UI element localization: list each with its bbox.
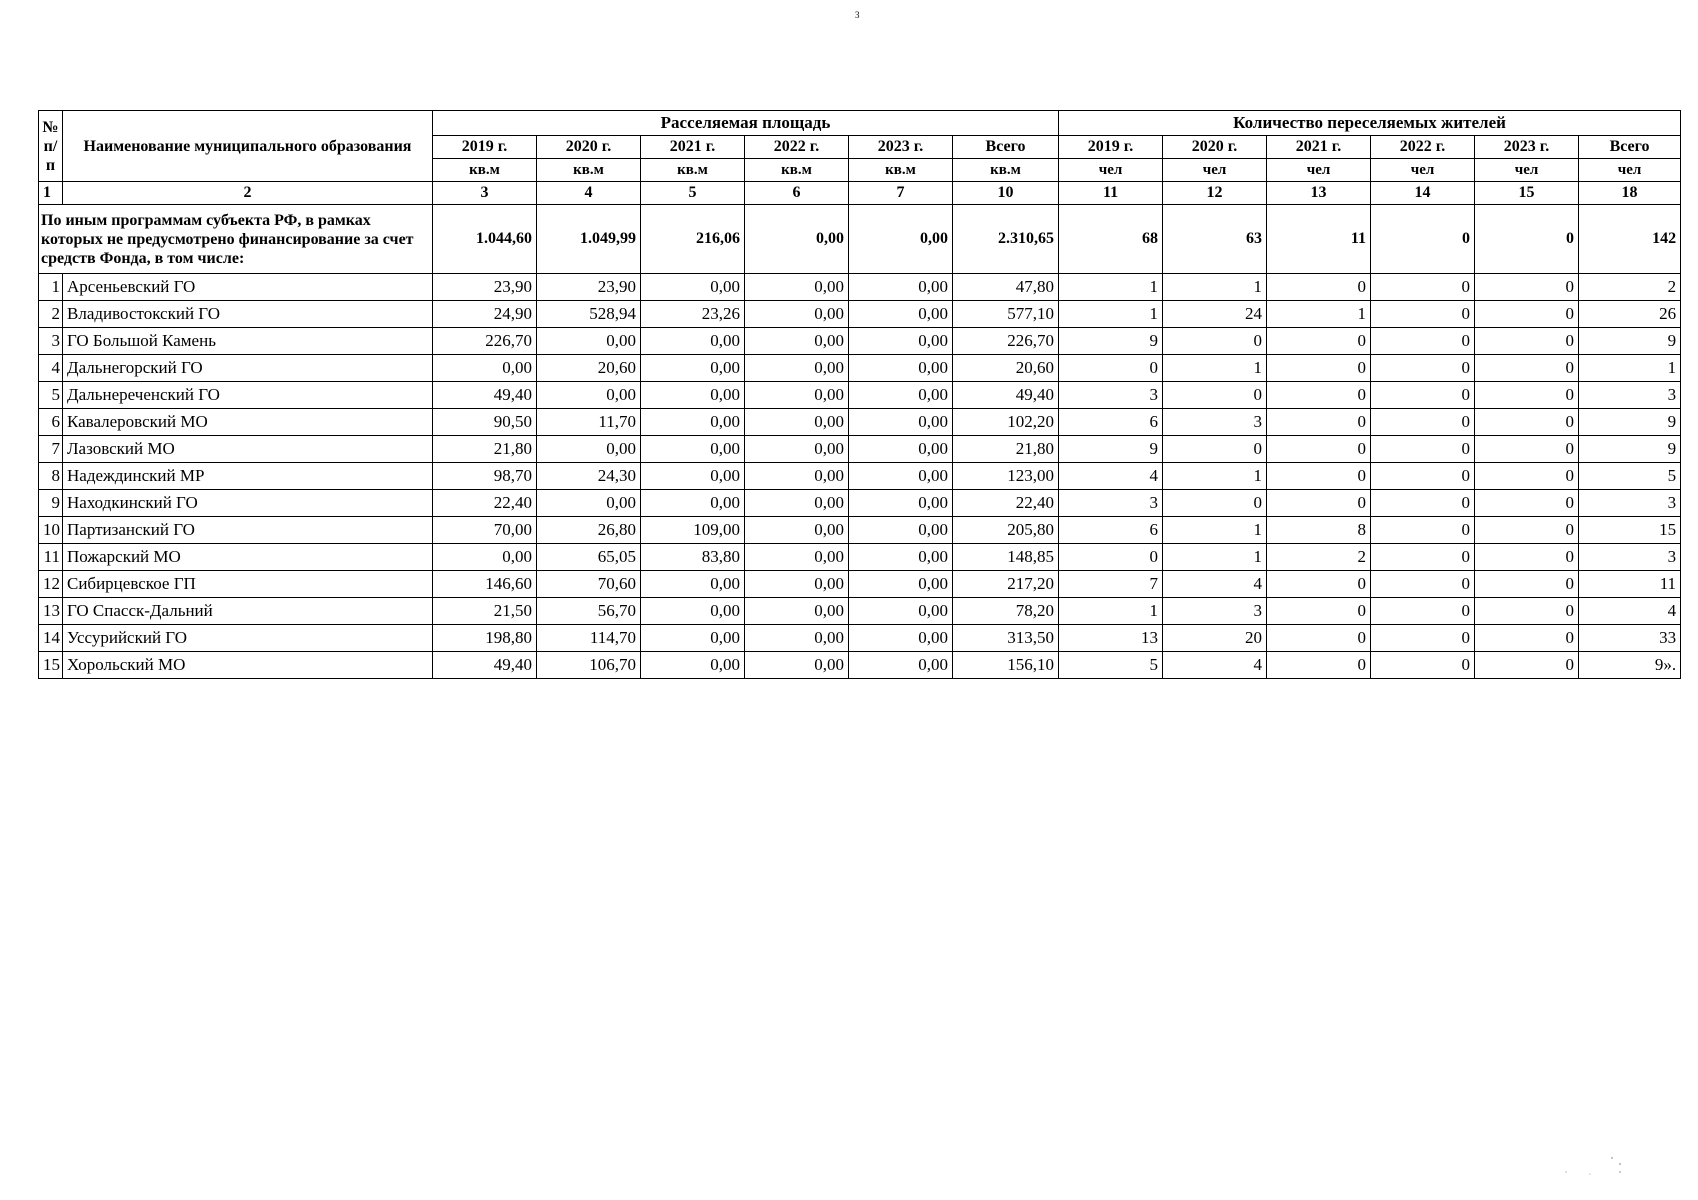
table-row bbox=[39, 625, 1681, 652]
people-value-cell: 3 bbox=[1579, 490, 1681, 517]
row-index: 8 bbox=[39, 463, 63, 490]
people-unit-header: чел bbox=[1163, 159, 1267, 182]
area-value-cell: 109,00 bbox=[641, 517, 745, 544]
row-index: 6 bbox=[39, 409, 63, 436]
people-value-cell: 0 bbox=[1475, 490, 1579, 517]
row-index: 3 bbox=[39, 328, 63, 355]
people-value-cell: 0 bbox=[1267, 598, 1371, 625]
area-value-cell: 90,50 bbox=[433, 409, 537, 436]
people-value-cell: 0 bbox=[1475, 544, 1579, 571]
area-value-cell: 98,70 bbox=[433, 463, 537, 490]
people-value-cell: 26 bbox=[1579, 301, 1681, 328]
area-unit-header: кв.м bbox=[641, 159, 745, 182]
people-value-cell: 0 bbox=[1475, 571, 1579, 598]
people-value-cell: 3 bbox=[1163, 598, 1267, 625]
area-value-cell: 21,50 bbox=[433, 598, 537, 625]
people-value-cell: 1 bbox=[1059, 274, 1163, 301]
people-value-cell: 0 bbox=[1371, 517, 1475, 544]
people-value-cell: 4 bbox=[1163, 652, 1267, 679]
row-index: 2 bbox=[39, 301, 63, 328]
area-value-cell: 23,26 bbox=[641, 301, 745, 328]
area-value-cell: 0,00 bbox=[849, 544, 953, 571]
summary-value: 0 bbox=[1475, 205, 1579, 274]
people-value-cell: 2 bbox=[1267, 544, 1371, 571]
area-year-header: 2023 г. bbox=[849, 136, 953, 159]
area-value-cell: 0,00 bbox=[641, 355, 745, 382]
column-number-label: 14 bbox=[1371, 182, 1475, 205]
table-row bbox=[39, 517, 1681, 544]
table-row bbox=[39, 544, 1681, 571]
area-value-cell: 0,00 bbox=[641, 463, 745, 490]
people-value-cell: 0 bbox=[1475, 436, 1579, 463]
people-value-cell: 8 bbox=[1267, 517, 1371, 544]
people-year-header: Всего bbox=[1579, 136, 1681, 159]
row-index: 5 bbox=[39, 382, 63, 409]
people-value-cell: 0 bbox=[1475, 355, 1579, 382]
summary-value: 0,00 bbox=[849, 205, 953, 274]
people-value-cell: 0 bbox=[1475, 463, 1579, 490]
area-value-cell: 0,00 bbox=[745, 436, 849, 463]
people-value-cell: 0 bbox=[1267, 436, 1371, 463]
people-value-cell: 1 bbox=[1059, 598, 1163, 625]
area-value-cell: 0,00 bbox=[745, 274, 849, 301]
area-value-cell: 0,00 bbox=[849, 355, 953, 382]
people-value-cell: 4 bbox=[1163, 571, 1267, 598]
area-value-cell: 24,90 bbox=[433, 301, 537, 328]
people-value-cell: 0 bbox=[1475, 328, 1579, 355]
people-value-cell: 3 bbox=[1059, 382, 1163, 409]
area-value-cell: 156,10 bbox=[953, 652, 1059, 679]
area-value-cell: 65,05 bbox=[537, 544, 641, 571]
area-value-cell: 0,00 bbox=[641, 328, 745, 355]
people-value-cell: 20 bbox=[1163, 625, 1267, 652]
people-year-header: 2019 г. bbox=[1059, 136, 1163, 159]
column-number-label: 2 bbox=[63, 182, 433, 205]
area-value-cell: 24,30 bbox=[537, 463, 641, 490]
people-value-cell: 9 bbox=[1059, 328, 1163, 355]
people-value-cell: 5 bbox=[1579, 463, 1681, 490]
area-value-cell: 0,00 bbox=[745, 571, 849, 598]
area-value-cell: 0,00 bbox=[745, 301, 849, 328]
area-value-cell: 0,00 bbox=[641, 652, 745, 679]
people-value-cell: 0 bbox=[1475, 409, 1579, 436]
area-value-cell: 0,00 bbox=[849, 436, 953, 463]
people-unit-header: чел bbox=[1059, 159, 1163, 182]
area-value-cell: 146,60 bbox=[433, 571, 537, 598]
people-value-cell: 0 bbox=[1267, 463, 1371, 490]
people-value-cell: 0 bbox=[1371, 382, 1475, 409]
area-value-cell: 0,00 bbox=[745, 328, 849, 355]
people-value-cell: 4 bbox=[1579, 598, 1681, 625]
table-row bbox=[39, 274, 1681, 301]
area-value-cell: 0,00 bbox=[745, 625, 849, 652]
area-value-cell: 0,00 bbox=[537, 382, 641, 409]
column-number-header: № п/п bbox=[39, 111, 63, 182]
area-value-cell: 0,00 bbox=[641, 571, 745, 598]
area-value-cell: 0,00 bbox=[745, 463, 849, 490]
area-year-header: 2019 г. bbox=[433, 136, 537, 159]
summary-value: 0,00 bbox=[745, 205, 849, 274]
area-value-cell: 0,00 bbox=[641, 409, 745, 436]
people-value-cell: 0 bbox=[1267, 328, 1371, 355]
area-value-cell: 0,00 bbox=[849, 382, 953, 409]
municipality-name: Арсеньевский ГО bbox=[63, 274, 433, 301]
municipality-name: Хорольский МО bbox=[63, 652, 433, 679]
people-value-cell: 0 bbox=[1371, 355, 1475, 382]
people-value-cell: 33 bbox=[1579, 625, 1681, 652]
area-value-cell: 0,00 bbox=[849, 517, 953, 544]
summary-value: 11 bbox=[1267, 205, 1371, 274]
people-value-cell: 0 bbox=[1059, 355, 1163, 382]
people-value-cell: 0 bbox=[1267, 652, 1371, 679]
people-value-cell: 1 bbox=[1163, 355, 1267, 382]
people-value-cell: 0 bbox=[1059, 544, 1163, 571]
table-row bbox=[39, 571, 1681, 598]
area-value-cell: 56,70 bbox=[537, 598, 641, 625]
column-number-label: 7 bbox=[849, 182, 953, 205]
people-value-cell: 3 bbox=[1579, 544, 1681, 571]
people-value-cell: 0 bbox=[1267, 625, 1371, 652]
area-value-cell: 577,10 bbox=[953, 301, 1059, 328]
people-value-cell: 0 bbox=[1371, 301, 1475, 328]
people-value-cell: 9 bbox=[1579, 328, 1681, 355]
municipality-name: ГО Спасск-Дальний bbox=[63, 598, 433, 625]
column-number-label: 5 bbox=[641, 182, 745, 205]
people-value-cell: 3 bbox=[1059, 490, 1163, 517]
area-year-header: 2020 г. bbox=[537, 136, 641, 159]
people-value-cell: 0 bbox=[1371, 436, 1475, 463]
resettlement-table bbox=[38, 110, 1681, 679]
area-value-cell: 0,00 bbox=[849, 328, 953, 355]
area-value-cell: 0,00 bbox=[745, 544, 849, 571]
column-name-header: Наименование муниципального образования bbox=[63, 111, 433, 182]
table-row bbox=[39, 382, 1681, 409]
area-unit-header: кв.м bbox=[849, 159, 953, 182]
area-value-cell: 70,00 bbox=[433, 517, 537, 544]
area-group-header: Расселяемая площадь bbox=[433, 111, 1059, 136]
area-value-cell: 78,20 bbox=[953, 598, 1059, 625]
people-value-cell: 0 bbox=[1267, 409, 1371, 436]
people-value-cell: 9 bbox=[1579, 436, 1681, 463]
people-value-cell: 0 bbox=[1475, 652, 1579, 679]
people-value-cell: 11 bbox=[1579, 571, 1681, 598]
table-row bbox=[39, 490, 1681, 517]
municipality-name: Лазовский МО bbox=[63, 436, 433, 463]
area-unit-header: кв.м bbox=[537, 159, 641, 182]
people-value-cell: 3 bbox=[1163, 409, 1267, 436]
people-value-cell: 0 bbox=[1267, 490, 1371, 517]
people-value-cell: 1 bbox=[1059, 301, 1163, 328]
row-index: 11 bbox=[39, 544, 63, 571]
area-value-cell: 0,00 bbox=[745, 598, 849, 625]
scan-artifact-dots bbox=[1560, 1150, 1640, 1180]
municipality-name: Надеждинский МР bbox=[63, 463, 433, 490]
area-value-cell: 70,60 bbox=[537, 571, 641, 598]
area-value-cell: 0,00 bbox=[745, 490, 849, 517]
column-number-label: 13 bbox=[1267, 182, 1371, 205]
people-value-cell: 0 bbox=[1475, 625, 1579, 652]
row-index: 15 bbox=[39, 652, 63, 679]
area-value-cell: 49,40 bbox=[433, 652, 537, 679]
table-row bbox=[39, 301, 1681, 328]
area-value-cell: 205,80 bbox=[953, 517, 1059, 544]
table-row bbox=[39, 463, 1681, 490]
area-value-cell: 20,60 bbox=[537, 355, 641, 382]
people-value-cell: 0 bbox=[1475, 274, 1579, 301]
area-value-cell: 0,00 bbox=[433, 355, 537, 382]
row-index: 7 bbox=[39, 436, 63, 463]
people-value-cell: 0 bbox=[1475, 382, 1579, 409]
column-number-label: 6 bbox=[745, 182, 849, 205]
area-value-cell: 0,00 bbox=[537, 490, 641, 517]
area-unit-header: кв.м bbox=[953, 159, 1059, 182]
table-row bbox=[39, 328, 1681, 355]
row-index: 9 bbox=[39, 490, 63, 517]
summary-value: 0 bbox=[1371, 205, 1475, 274]
municipality-name: Пожарский МО bbox=[63, 544, 433, 571]
area-value-cell: 0,00 bbox=[641, 625, 745, 652]
area-value-cell: 0,00 bbox=[641, 490, 745, 517]
area-value-cell: 123,00 bbox=[953, 463, 1059, 490]
area-value-cell: 0,00 bbox=[745, 517, 849, 544]
area-value-cell: 0,00 bbox=[849, 274, 953, 301]
people-value-cell: 5 bbox=[1059, 652, 1163, 679]
people-value-cell: 0 bbox=[1267, 571, 1371, 598]
people-value-cell: 0 bbox=[1475, 517, 1579, 544]
people-value-cell: 7 bbox=[1059, 571, 1163, 598]
people-value-cell: 0 bbox=[1371, 409, 1475, 436]
column-number-label: 11 bbox=[1059, 182, 1163, 205]
people-value-cell: 0 bbox=[1371, 274, 1475, 301]
people-year-header: 2020 г. bbox=[1163, 136, 1267, 159]
people-value-cell: 0 bbox=[1163, 490, 1267, 517]
people-year-header: 2023 г. bbox=[1475, 136, 1579, 159]
row-index: 10 bbox=[39, 517, 63, 544]
area-unit-header: кв.м bbox=[745, 159, 849, 182]
area-value-cell: 0,00 bbox=[745, 382, 849, 409]
area-value-cell: 528,94 bbox=[537, 301, 641, 328]
summary-value: 68 bbox=[1059, 205, 1163, 274]
people-value-cell: 0 bbox=[1163, 382, 1267, 409]
people-value-cell: 0 bbox=[1267, 274, 1371, 301]
table-body bbox=[39, 205, 1681, 679]
column-number-label: 4 bbox=[537, 182, 641, 205]
people-value-cell: 15 bbox=[1579, 517, 1681, 544]
area-value-cell: 0,00 bbox=[849, 625, 953, 652]
people-value-cell: 6 bbox=[1059, 409, 1163, 436]
area-year-header: Всего bbox=[953, 136, 1059, 159]
row-index: 1 bbox=[39, 274, 63, 301]
people-value-cell: 0 bbox=[1267, 355, 1371, 382]
people-value-cell: 1 bbox=[1163, 544, 1267, 571]
people-value-cell: 0 bbox=[1371, 571, 1475, 598]
column-number-label: 1 bbox=[39, 182, 63, 205]
table-row bbox=[39, 436, 1681, 463]
area-value-cell: 83,80 bbox=[641, 544, 745, 571]
people-year-header: 2021 г. bbox=[1267, 136, 1371, 159]
area-value-cell: 0,00 bbox=[641, 598, 745, 625]
area-value-cell: 26,80 bbox=[537, 517, 641, 544]
area-value-cell: 0,00 bbox=[745, 652, 849, 679]
row-index: 13 bbox=[39, 598, 63, 625]
column-number-label: 15 bbox=[1475, 182, 1579, 205]
area-value-cell: 217,20 bbox=[953, 571, 1059, 598]
area-value-cell: 106,70 bbox=[537, 652, 641, 679]
municipality-name: Владивостокский ГО bbox=[63, 301, 433, 328]
area-value-cell: 0,00 bbox=[641, 436, 745, 463]
people-value-cell: 9 bbox=[1059, 436, 1163, 463]
people-value-cell: 9». bbox=[1579, 652, 1681, 679]
people-value-cell: 1 bbox=[1163, 463, 1267, 490]
municipality-name: Сибирцевское ГП bbox=[63, 571, 433, 598]
column-number-label: 18 bbox=[1579, 182, 1681, 205]
people-unit-header: чел bbox=[1475, 159, 1579, 182]
area-value-cell: 21,80 bbox=[953, 436, 1059, 463]
people-value-cell: 0 bbox=[1371, 652, 1475, 679]
area-value-cell: 22,40 bbox=[433, 490, 537, 517]
people-value-cell: 0 bbox=[1371, 625, 1475, 652]
area-value-cell: 20,60 bbox=[953, 355, 1059, 382]
people-value-cell: 0 bbox=[1371, 490, 1475, 517]
summary-value: 63 bbox=[1163, 205, 1267, 274]
people-unit-header: чел bbox=[1371, 159, 1475, 182]
area-value-cell: 114,70 bbox=[537, 625, 641, 652]
area-value-cell: 148,85 bbox=[953, 544, 1059, 571]
area-value-cell: 0,00 bbox=[433, 544, 537, 571]
table-row bbox=[39, 355, 1681, 382]
people-value-cell: 1 bbox=[1163, 517, 1267, 544]
summary-value: 1.044,60 bbox=[433, 205, 537, 274]
people-value-cell: 0 bbox=[1475, 301, 1579, 328]
area-year-header: 2022 г. bbox=[745, 136, 849, 159]
people-value-cell: 0 bbox=[1371, 328, 1475, 355]
row-index: 4 bbox=[39, 355, 63, 382]
summary-description: По иным программам субъекта РФ, в рамках которых не предусмотрено финансирование за счет средств Фонда, в том числе: bbox=[39, 205, 433, 274]
people-value-cell: 1 bbox=[1267, 301, 1371, 328]
people-value-cell: 2 bbox=[1579, 274, 1681, 301]
people-group-header: Количество переселяемых жителей bbox=[1059, 111, 1681, 136]
row-index: 14 bbox=[39, 625, 63, 652]
people-value-cell: 1 bbox=[1163, 274, 1267, 301]
area-value-cell: 0,00 bbox=[537, 436, 641, 463]
people-value-cell: 6 bbox=[1059, 517, 1163, 544]
area-value-cell: 49,40 bbox=[953, 382, 1059, 409]
area-value-cell: 0,00 bbox=[849, 598, 953, 625]
area-value-cell: 0,00 bbox=[849, 301, 953, 328]
row-index: 12 bbox=[39, 571, 63, 598]
area-value-cell: 21,80 bbox=[433, 436, 537, 463]
area-value-cell: 22,40 bbox=[953, 490, 1059, 517]
area-value-cell: 0,00 bbox=[849, 652, 953, 679]
people-value-cell: 0 bbox=[1371, 544, 1475, 571]
area-value-cell: 0,00 bbox=[641, 274, 745, 301]
people-year-header: 2022 г. bbox=[1371, 136, 1475, 159]
area-value-cell: 0,00 bbox=[537, 328, 641, 355]
people-value-cell: 0 bbox=[1267, 382, 1371, 409]
people-value-cell: 0 bbox=[1163, 436, 1267, 463]
table-header bbox=[39, 111, 1681, 205]
people-value-cell: 13 bbox=[1059, 625, 1163, 652]
area-value-cell: 11,70 bbox=[537, 409, 641, 436]
area-value-cell: 102,20 bbox=[953, 409, 1059, 436]
people-value-cell: 3 bbox=[1579, 382, 1681, 409]
people-value-cell: 0 bbox=[1163, 328, 1267, 355]
municipality-name: Партизанский ГО bbox=[63, 517, 433, 544]
area-value-cell: 0,00 bbox=[849, 409, 953, 436]
summary-value: 2.310,65 bbox=[953, 205, 1059, 274]
people-value-cell: 0 bbox=[1371, 598, 1475, 625]
people-value-cell: 0 bbox=[1475, 598, 1579, 625]
people-value-cell: 9 bbox=[1579, 409, 1681, 436]
column-number-label: 3 bbox=[433, 182, 537, 205]
people-unit-header: чел bbox=[1267, 159, 1371, 182]
area-value-cell: 0,00 bbox=[849, 571, 953, 598]
municipality-name: ГО Большой Камень bbox=[63, 328, 433, 355]
area-year-header: 2021 г. bbox=[641, 136, 745, 159]
area-value-cell: 0,00 bbox=[745, 355, 849, 382]
people-unit-header: чел bbox=[1579, 159, 1681, 182]
area-value-cell: 0,00 bbox=[745, 409, 849, 436]
summary-value: 1.049,99 bbox=[537, 205, 641, 274]
municipality-name: Дальнереченский ГО bbox=[63, 382, 433, 409]
area-value-cell: 198,80 bbox=[433, 625, 537, 652]
area-value-cell: 0,00 bbox=[641, 382, 745, 409]
municipality-name: Находкинский ГО bbox=[63, 490, 433, 517]
table-row bbox=[39, 409, 1681, 436]
page-number-mark: 3 bbox=[855, 10, 860, 20]
municipality-name: Уссурийский ГО bbox=[63, 625, 433, 652]
area-value-cell: 49,40 bbox=[433, 382, 537, 409]
area-value-cell: 0,00 bbox=[849, 490, 953, 517]
summary-value: 216,06 bbox=[641, 205, 745, 274]
people-value-cell: 0 bbox=[1371, 463, 1475, 490]
area-value-cell: 226,70 bbox=[433, 328, 537, 355]
area-value-cell: 23,90 bbox=[433, 274, 537, 301]
municipality-name: Дальнегорский ГО bbox=[63, 355, 433, 382]
column-numbers-row bbox=[39, 182, 1681, 205]
summary-value: 142 bbox=[1579, 205, 1681, 274]
area-value-cell: 23,90 bbox=[537, 274, 641, 301]
area-value-cell: 226,70 bbox=[953, 328, 1059, 355]
table-row bbox=[39, 652, 1681, 679]
column-number-label: 12 bbox=[1163, 182, 1267, 205]
area-value-cell: 47,80 bbox=[953, 274, 1059, 301]
column-number-label: 10 bbox=[953, 182, 1059, 205]
table-row bbox=[39, 598, 1681, 625]
summary-row bbox=[39, 205, 1681, 274]
people-value-cell: 1 bbox=[1579, 355, 1681, 382]
area-value-cell: 313,50 bbox=[953, 625, 1059, 652]
people-value-cell: 24 bbox=[1163, 301, 1267, 328]
people-value-cell: 4 bbox=[1059, 463, 1163, 490]
area-value-cell: 0,00 bbox=[849, 463, 953, 490]
area-unit-header: кв.м bbox=[433, 159, 537, 182]
municipality-name: Кавалеровский МО bbox=[63, 409, 433, 436]
